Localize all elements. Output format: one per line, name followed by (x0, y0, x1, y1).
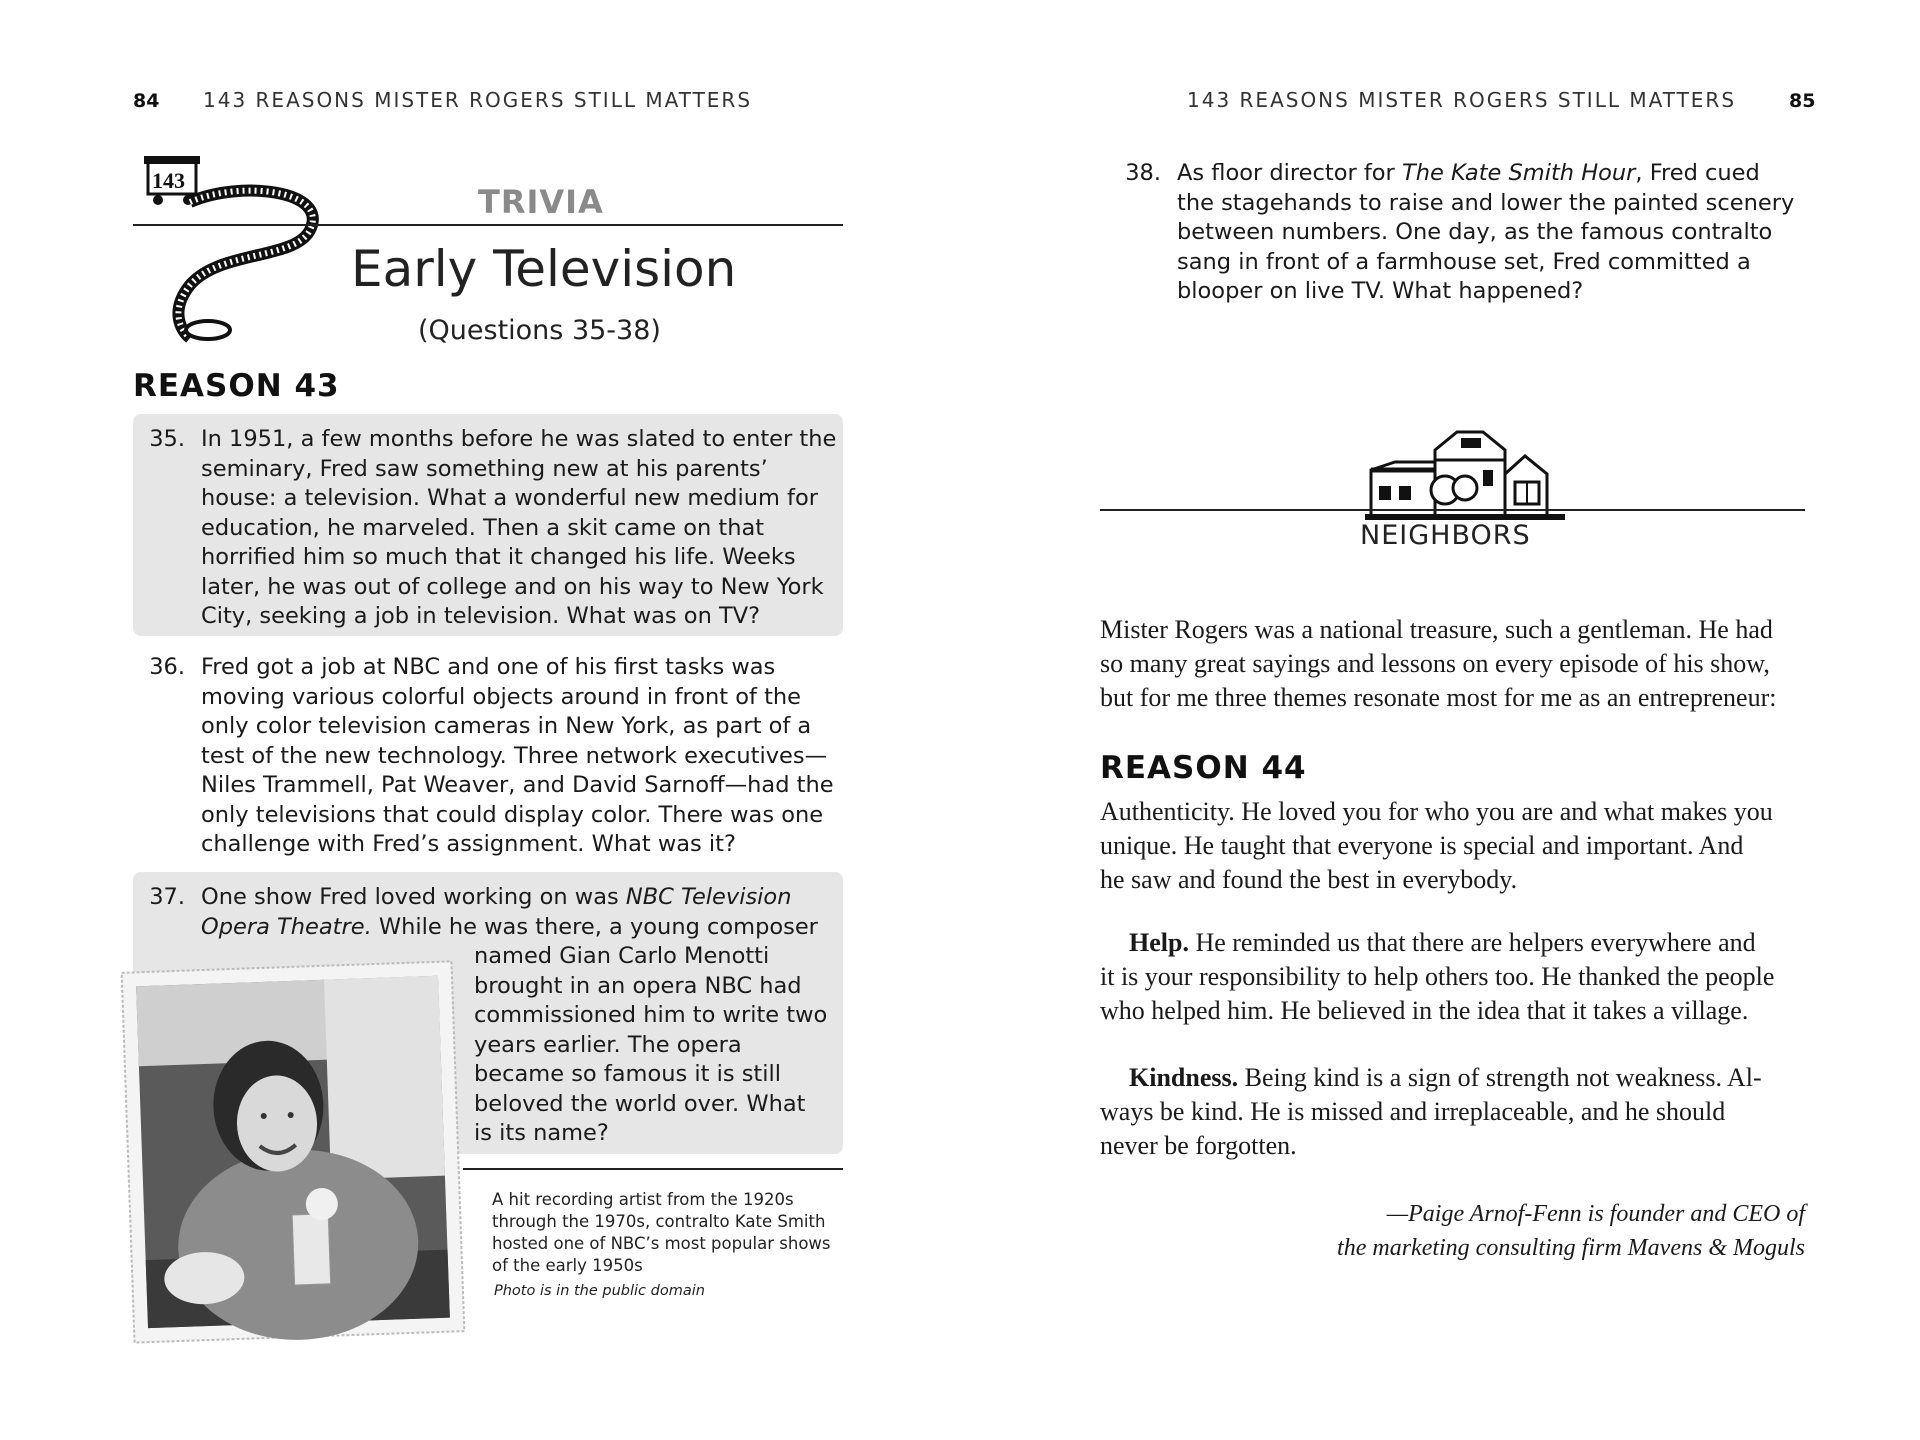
photo-credit: Photo is in the public domain (494, 1283, 705, 1299)
body-line (1100, 1061, 1805, 1095)
question-line (1177, 159, 1829, 189)
question-line: horrified him so much that it changed his life. Weeks (201, 544, 796, 570)
trivia-label: TRIVIA (478, 183, 604, 221)
question-line: seminary, Fred saw something new at his parents’ (201, 455, 768, 482)
body-line: never be forgotten. (1100, 1131, 1297, 1160)
question-35 (133, 425, 853, 632)
question-line: named Gian Carlo Menotti (474, 943, 770, 969)
body-line: Authenticity. He loved you for who you are and what makes you (1100, 797, 1773, 826)
question-text: While he was there, a young composer (371, 913, 818, 940)
attribution (1100, 1197, 1805, 1265)
caption-line: through the 1970s, contralto Kate Smith (492, 1212, 826, 1231)
question-dot-icon (186, 321, 230, 339)
question-text: One show Fred loved working on was (201, 884, 626, 910)
show-title: Opera Theatre. (201, 913, 372, 940)
question-mark-logo (130, 150, 330, 345)
caption-line: hosted one of NBC’s most popular shows (492, 1234, 831, 1253)
caption-line: A hit recording artist from the 1920s (492, 1190, 794, 1209)
trivia-rule (133, 224, 843, 226)
authenticity-paragraph (1100, 795, 1805, 897)
caption-line: of the early 1950s (492, 1256, 643, 1275)
question-number: 35. (149, 426, 185, 452)
question-line: brought in an opera NBC had (474, 972, 802, 999)
body-line: unique. He taught that everyone is special and important. And (1100, 831, 1744, 860)
question-line: beloved the world over. What (474, 1090, 806, 1117)
intro-line: so many great sayings and lessons on every episode of his show, (1100, 649, 1770, 678)
question-number: 36. (149, 654, 185, 680)
question-line: only color television cameras in New York, as part of a (201, 713, 812, 739)
attribution-line: the marketing consulting firm Mavens & Moguls (1337, 1235, 1805, 1261)
question-line: house: a television. What a wonderful new medium for (201, 485, 818, 511)
intro-line: but for me three themes resonate most for me as an entrepreneur: (1100, 683, 1777, 712)
body-text: He reminded us that there are helpers everywhere and (1188, 928, 1756, 957)
question-track-icon (178, 191, 312, 338)
help-paragraph (1100, 926, 1805, 1028)
body-line: it is your responsibility to help others too. He thanked the people (1100, 962, 1775, 991)
body-line: who helped him. He believed in the idea that it takes a village. (1100, 996, 1749, 1025)
question-line: challenge with Fred’s assignment. What was it? (201, 831, 736, 857)
body-line: ways be kind. He is missed and irreplaceable, and he should (1100, 1097, 1726, 1126)
attribution-line: —Paige Arnof-Fenn is founder and CEO of (1386, 1201, 1805, 1227)
reason-44-heading: REASON 44 (1100, 750, 1307, 786)
show-title: The Kate Smith Hour (1401, 160, 1636, 186)
body-line (1100, 926, 1805, 960)
question-line: became so famous it is still (474, 1061, 782, 1087)
question-line: Niles Trammell, Pat Weaver, and David Sarnoff—had the (201, 772, 834, 798)
question-number: 38. (1125, 160, 1161, 186)
question-37-wrap (474, 942, 854, 1149)
running-head-left: 143 REASONS MISTER ROGERS STILL MATTERS (203, 88, 753, 112)
page-number-right: 85 (1789, 90, 1816, 112)
question-38 (1109, 159, 1829, 307)
question-line: years earlier. The opera (474, 1031, 742, 1058)
question-line: Fred got a job at NBC and one of his first tasks was (201, 654, 776, 680)
theme-label: Help. (1129, 928, 1189, 957)
question-line: sang in front of a farmhouse set, Fred committed a (1177, 248, 1751, 275)
question-line: test of the new technology. Three network executives— (201, 742, 828, 769)
question-line: moving various colorful objects around in front of the (201, 683, 802, 710)
glass-icon (292, 1214, 330, 1285)
question-37 (133, 883, 853, 942)
body-line: he saw and found the best in everybody. (1100, 865, 1518, 894)
question-text: , Fred cued (1635, 160, 1760, 186)
kindness-paragraph (1100, 1061, 1805, 1163)
question-36 (133, 653, 853, 860)
theme-label: Kindness. (1129, 1063, 1239, 1092)
question-line: is its name? (474, 1120, 609, 1146)
question-number: 37. (149, 884, 185, 910)
body-text: Being kind is a sign of strength not weakness. Al- (1238, 1063, 1762, 1092)
question-line (201, 913, 853, 943)
question-line: commissioned him to write two (474, 1002, 828, 1028)
question-line: later, he was out of college and on his way to New York (201, 573, 824, 600)
question-line: only televisions that could display color. There was one (201, 801, 824, 828)
page-number-left: 84 (133, 90, 160, 112)
intro-paragraph (1100, 613, 1805, 715)
question-line: In 1951, a few months before he was slated to enter the (201, 426, 837, 452)
photo-caption (492, 1189, 852, 1277)
houses-icon (1365, 430, 1565, 520)
trolley-roof-icon (144, 156, 200, 164)
chapter-title: Early Television (351, 240, 737, 298)
question-text: As floor director for (1177, 160, 1402, 186)
caption-rule (463, 1168, 843, 1170)
show-title: NBC Television (625, 884, 792, 910)
logo-text: 143 (152, 168, 185, 193)
question-line: between numbers. One day, as the famous contralto (1177, 219, 1773, 245)
running-head-right: 143 REASONS MISTER ROGERS STILL MATTERS (1187, 88, 1737, 112)
question-line (201, 883, 853, 913)
intro-line: Mister Rogers was a national treasure, such a gentleman. He had (1100, 615, 1773, 644)
question-line: blooper on live TV. What happened? (1177, 278, 1584, 304)
question-line: the stagehands to raise and lower the painted scenery (1177, 189, 1795, 216)
chapter-subtitle: (Questions 35-38) (418, 315, 661, 346)
neighbors-label: NEIGHBORS (1360, 520, 1531, 551)
question-line: education, he marveled. Then a skit came on that (201, 514, 765, 541)
reason-43-heading: REASON 43 (133, 368, 340, 404)
kate-smith-photo (120, 955, 465, 1350)
question-line: City, seeking a job in television. What was on TV? (201, 603, 761, 629)
neighbors-rule (1100, 509, 1805, 511)
